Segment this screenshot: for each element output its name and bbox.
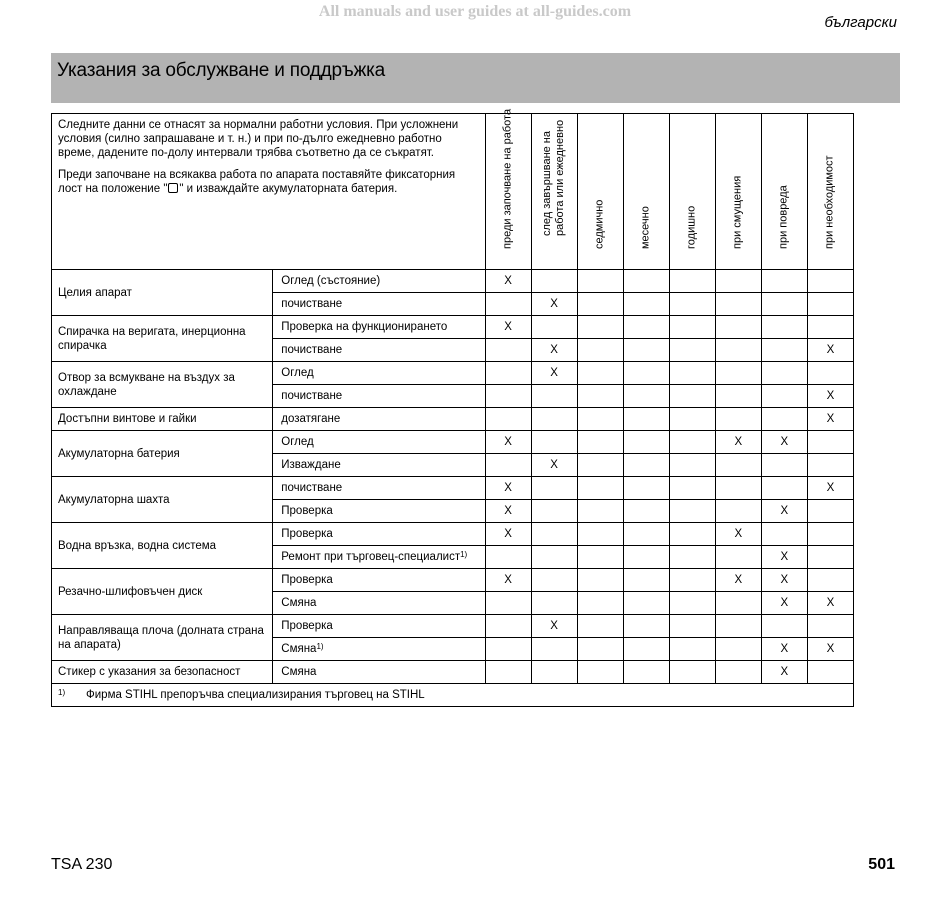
action-text: Изваждане (281, 459, 341, 471)
model-name: TSA 230 (51, 856, 113, 873)
interval-cell (761, 270, 807, 293)
interval-cell (577, 431, 623, 454)
interval-cell (531, 362, 577, 385)
column-header: при повреда (761, 114, 807, 270)
interval-cell (715, 661, 761, 684)
interval-cell (485, 615, 531, 638)
table-row (52, 661, 854, 684)
interval-cell (807, 339, 853, 362)
interval-cell (623, 592, 669, 615)
column-header: след завършване на работа или ежедневно (531, 114, 577, 270)
table-row (52, 615, 854, 638)
interval-cell (669, 339, 715, 362)
interval-cell (761, 385, 807, 408)
interval-cell (761, 316, 807, 339)
interval-cell (485, 546, 531, 569)
interval-cell (485, 454, 531, 477)
action-cell (273, 270, 485, 293)
action-cell (273, 661, 485, 684)
action-cell (273, 615, 485, 638)
action-text: Смяна (281, 597, 317, 609)
interval-cell (531, 592, 577, 615)
interval-cell (623, 270, 669, 293)
interval-cell (623, 385, 669, 408)
interval-cell (669, 569, 715, 592)
action-cell (273, 339, 485, 362)
intro-paragraph-1: Следните данни се отнасят за нормални работни условия. При усложнени условия (силно запрашаване и т. н.) и при по-дълго ежедневно работно време, дадените по-долу интервали трябва съответно да се съкратят. (58, 119, 459, 159)
interval-cell (761, 661, 807, 684)
interval-cell (531, 569, 577, 592)
interval-cell (623, 339, 669, 362)
interval-cell (761, 293, 807, 316)
check-mark: X (550, 298, 558, 310)
interval-cell (577, 339, 623, 362)
intro-text-after: " и изваждайте акумулаторната батерия. (179, 183, 398, 195)
interval-cell (623, 408, 669, 431)
interval-cell (807, 362, 853, 385)
interval-cell (531, 638, 577, 661)
check-mark: X (504, 505, 512, 517)
interval-cell (669, 523, 715, 546)
interval-cell (807, 385, 853, 408)
component-cell: Спирачка на веригата, инерционна спирачка (52, 316, 273, 362)
interval-cell (761, 523, 807, 546)
interval-cell (485, 569, 531, 592)
interval-cell (761, 454, 807, 477)
interval-cell (807, 661, 853, 684)
action-cell (273, 454, 485, 477)
interval-cell (485, 339, 531, 362)
interval-cell (715, 408, 761, 431)
interval-cell (485, 523, 531, 546)
table-row (52, 270, 854, 293)
action-text: Проверка (281, 528, 333, 540)
interval-cell (669, 293, 715, 316)
interval-cell (761, 615, 807, 638)
interval-cell (715, 316, 761, 339)
check-mark: X (780, 597, 789, 609)
interval-cell (807, 638, 853, 661)
interval-cell (761, 592, 807, 615)
interval-cell (761, 477, 807, 500)
action-text: Оглед (281, 367, 314, 379)
interval-cell (531, 546, 577, 569)
table-row (52, 431, 854, 454)
interval-cell (761, 500, 807, 523)
interval-cell (623, 569, 669, 592)
interval-cell (623, 362, 669, 385)
action-cell (273, 592, 485, 615)
column-header: седмично (577, 114, 623, 270)
check-mark: X (780, 551, 789, 563)
check-mark: X (780, 574, 789, 586)
interval-cell (531, 270, 577, 293)
interval-cell (485, 661, 531, 684)
interval-cell (623, 500, 669, 523)
interval-cell (669, 270, 715, 293)
action-text: Проверка (281, 620, 333, 632)
check-mark: X (550, 620, 558, 632)
table-row (52, 316, 854, 339)
interval-cell (669, 592, 715, 615)
check-mark: X (826, 597, 835, 609)
interval-cell (531, 408, 577, 431)
interval-cell (623, 454, 669, 477)
check-mark: X (550, 459, 558, 471)
check-mark: X (780, 666, 789, 678)
action-text: Оглед (състояние) (281, 275, 381, 287)
interval-cell (485, 592, 531, 615)
interval-cell (531, 500, 577, 523)
component-cell: Стикер с указания за безопасност (52, 661, 273, 684)
component-cell: Достъпни винтове и гайки (52, 408, 273, 431)
check-mark: X (826, 344, 835, 356)
interval-cell (669, 385, 715, 408)
interval-cell (807, 500, 853, 523)
interval-cell (715, 500, 761, 523)
action-cell (273, 569, 485, 592)
check-mark: X (504, 528, 512, 540)
interval-cell (807, 454, 853, 477)
watermark: All manuals and user guides at all-guides.com (318, 3, 632, 20)
interval-cell (715, 339, 761, 362)
interval-cell (531, 615, 577, 638)
check-mark: X (504, 275, 512, 287)
interval-cell (485, 638, 531, 661)
interval-cell (577, 592, 623, 615)
interval-cell (669, 477, 715, 500)
action-text: Проверка (281, 574, 333, 586)
interval-cell (761, 638, 807, 661)
interval-cell (669, 454, 715, 477)
interval-cell (577, 477, 623, 500)
interval-cell (577, 316, 623, 339)
interval-cell (669, 638, 715, 661)
action-cell (273, 385, 485, 408)
interval-cell (623, 546, 669, 569)
header-row (52, 114, 854, 270)
interval-cell (761, 408, 807, 431)
action-cell (273, 546, 485, 569)
interval-cell (577, 546, 623, 569)
component-cell: Акумулаторна батерия (52, 431, 273, 477)
footnote-text: Фирма STIHL препоръчва специализирания търговец на STIHL (86, 689, 425, 701)
action-cell (273, 638, 485, 661)
interval-cell (715, 546, 761, 569)
intro-text-before: Преди започване на всякаква работа по апарата поставяйте фиксаторния лост на положение " (58, 169, 456, 195)
interval-cell (715, 615, 761, 638)
action-text: почистване (281, 298, 343, 310)
interval-cell (669, 500, 715, 523)
interval-cell (531, 339, 577, 362)
interval-cell (761, 339, 807, 362)
footnote-ref: 1) (460, 550, 468, 559)
interval-cell (669, 661, 715, 684)
column-header: при необходимост (807, 114, 853, 270)
interval-cell (761, 431, 807, 454)
component-cell: Отвор за всмукване на въздух за охлаждане (52, 362, 273, 408)
interval-cell (623, 638, 669, 661)
action-cell (273, 523, 485, 546)
interval-cell (715, 270, 761, 293)
interval-cell (807, 592, 853, 615)
page-number: 501 (868, 856, 895, 873)
table-row (52, 569, 854, 592)
component-cell: Направляваща плоча (долната страна на апарата) (52, 615, 273, 661)
interval-cell (577, 638, 623, 661)
check-mark: X (504, 321, 512, 333)
interval-cell (577, 385, 623, 408)
interval-cell (577, 454, 623, 477)
check-mark: X (550, 367, 558, 379)
column-header: преди започване на работа (485, 114, 531, 270)
interval-cell (669, 431, 715, 454)
interval-cell (531, 316, 577, 339)
interval-cell (807, 569, 853, 592)
check-mark: X (734, 574, 743, 586)
interval-cell (623, 293, 669, 316)
interval-cell (577, 293, 623, 316)
check-mark: X (504, 482, 512, 494)
action-cell (273, 362, 485, 385)
interval-cell (531, 293, 577, 316)
interval-cell (715, 638, 761, 661)
action-cell (273, 316, 485, 339)
action-text: дозатягане (281, 413, 341, 425)
interval-cell (807, 408, 853, 431)
interval-cell (485, 477, 531, 500)
action-cell (273, 431, 485, 454)
interval-cell (761, 362, 807, 385)
check-mark: X (734, 528, 743, 540)
action-cell (273, 500, 485, 523)
page-title: Указания за обслужване и поддръжка (57, 60, 385, 81)
check-mark: X (504, 436, 512, 448)
check-mark: X (550, 344, 558, 356)
action-text: Смяна (281, 666, 317, 678)
component-cell: Водна връзка, водна система (52, 523, 273, 569)
check-mark: X (780, 643, 789, 655)
interval-cell (715, 385, 761, 408)
interval-cell (577, 500, 623, 523)
interval-cell (807, 293, 853, 316)
interval-cell (485, 362, 531, 385)
interval-cell (807, 270, 853, 293)
interval-cell (623, 523, 669, 546)
action-text: почистване (281, 390, 343, 402)
interval-cell (485, 500, 531, 523)
interval-cell (715, 592, 761, 615)
table-row (52, 523, 854, 546)
action-cell (273, 477, 485, 500)
check-mark: X (734, 436, 743, 448)
interval-cell (669, 316, 715, 339)
check-mark: X (504, 574, 512, 586)
interval-cell (807, 431, 853, 454)
action-text: Проверка (281, 505, 333, 517)
interval-cell (531, 454, 577, 477)
table-row (52, 408, 854, 431)
interval-cell (623, 477, 669, 500)
interval-cell (669, 362, 715, 385)
footnote-cell (52, 684, 854, 707)
interval-cell (577, 523, 623, 546)
interval-cell (715, 569, 761, 592)
interval-cell (623, 316, 669, 339)
check-mark: X (780, 505, 789, 517)
interval-cell (669, 615, 715, 638)
action-text: Проверка на функционирането (281, 321, 448, 333)
column-header: годишно (669, 114, 715, 270)
interval-cell (531, 385, 577, 408)
action-text: Оглед (281, 436, 314, 448)
interval-cell (669, 546, 715, 569)
interval-cell (715, 454, 761, 477)
interval-cell (577, 661, 623, 684)
interval-cell (485, 316, 531, 339)
check-mark: X (826, 390, 835, 402)
action-text: Ремонт при търговец-специалист (281, 551, 461, 563)
action-cell (273, 293, 485, 316)
interval-cell (623, 431, 669, 454)
interval-cell (577, 362, 623, 385)
interval-cell (577, 615, 623, 638)
check-mark: X (780, 436, 789, 448)
interval-cell (807, 523, 853, 546)
interval-cell (485, 385, 531, 408)
action-cell (273, 408, 485, 431)
interval-cell (807, 546, 853, 569)
interval-cell (531, 523, 577, 546)
action-text: почистване (281, 344, 343, 356)
intro-paragraph-2 (58, 168, 479, 196)
interval-cell (807, 477, 853, 500)
check-mark: X (826, 413, 835, 425)
component-cell: Акумулаторна шахта (52, 477, 273, 523)
maintenance-table (51, 108, 854, 707)
interval-cell (807, 316, 853, 339)
interval-cell (623, 615, 669, 638)
column-header: при смущения (715, 114, 761, 270)
interval-cell (715, 477, 761, 500)
interval-cell (761, 569, 807, 592)
footnote-row (52, 684, 854, 707)
interval-cell (669, 408, 715, 431)
interval-cell (531, 431, 577, 454)
table-row (52, 362, 854, 385)
interval-cell (623, 661, 669, 684)
language-label: български (824, 14, 897, 31)
interval-cell (715, 431, 761, 454)
interval-cell (715, 293, 761, 316)
interval-cell (485, 431, 531, 454)
component-cell: Резачно-шлифовъчен диск (52, 569, 273, 615)
component-cell: Целия апарат (52, 270, 273, 316)
column-header: месечно (623, 114, 669, 270)
check-mark: X (826, 482, 835, 494)
footnote-ref: 1) (316, 642, 324, 651)
interval-cell (715, 362, 761, 385)
interval-cell (761, 546, 807, 569)
interval-cell (715, 523, 761, 546)
action-text: Смяна (281, 643, 317, 655)
interval-cell (531, 661, 577, 684)
interval-cell (485, 293, 531, 316)
check-mark: X (826, 643, 835, 655)
action-text: почистване (281, 482, 343, 494)
footnote-number: 1) (58, 688, 66, 697)
interval-cell (577, 408, 623, 431)
interval-cell (577, 569, 623, 592)
interval-cell (485, 270, 531, 293)
intro-cell (52, 114, 486, 270)
interval-cell (485, 408, 531, 431)
interval-cell (577, 270, 623, 293)
interval-cell (531, 477, 577, 500)
table-row (52, 477, 854, 500)
lock-icon (168, 183, 178, 193)
interval-cell (807, 615, 853, 638)
